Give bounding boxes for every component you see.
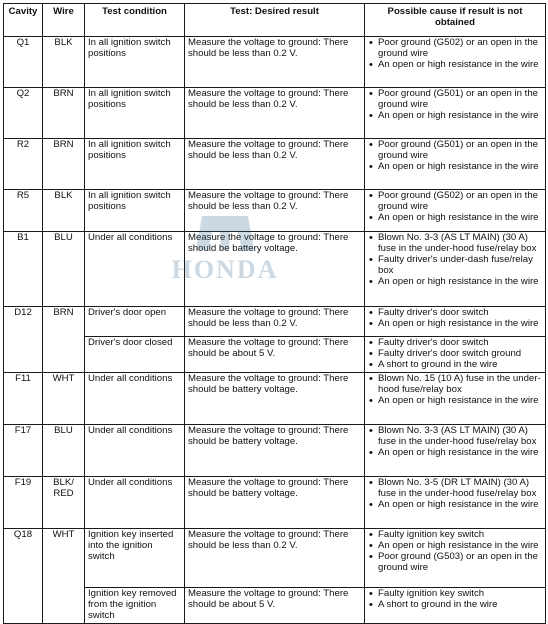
cause-item: • Faulty driver's door switch bbox=[368, 308, 542, 319]
cause-item: • An open or high resistance in the wire bbox=[368, 60, 542, 71]
cause-list bbox=[368, 308, 542, 330]
cause-item: • An open or high resistance in the wire bbox=[368, 277, 542, 288]
cause-item: • An open or high resistance in the wire bbox=[368, 111, 542, 122]
cause-list bbox=[368, 38, 542, 71]
table-row bbox=[4, 37, 546, 88]
possible-cause-cell bbox=[365, 425, 546, 477]
cause-item: • Blown No. 3-5 (DR LT MAIN) (30 A) fuse in the under-hood fuse/relay box bbox=[368, 478, 542, 500]
possible-cause-cell bbox=[365, 588, 546, 624]
possible-cause-cell bbox=[365, 37, 546, 88]
table-row bbox=[4, 232, 546, 307]
possible-cause-cell bbox=[365, 190, 546, 232]
test-condition-cell: Ignition key removed from the ignition switch bbox=[85, 588, 185, 624]
cause-item: • An open or high resistance in the wire bbox=[368, 319, 542, 330]
cause-list bbox=[368, 191, 542, 224]
test-condition-cell: In all ignition switch positions bbox=[85, 139, 185, 190]
test-condition-cell: Under all conditions bbox=[85, 232, 185, 307]
table-row bbox=[4, 588, 546, 624]
possible-cause-cell bbox=[365, 307, 546, 337]
test-condition-cell: Under all conditions bbox=[85, 477, 185, 529]
cavity-cell: Q2 bbox=[4, 88, 43, 139]
cause-item: • Poor ground (G501) or an open in the ground wire bbox=[368, 89, 542, 111]
header-possible-cause: Possible cause if result is not obtained bbox=[365, 4, 546, 37]
desired-result-cell: Measure the voltage to ground: There should be battery voltage. bbox=[185, 373, 365, 425]
header-row bbox=[4, 4, 546, 37]
cavity-cell: F11 bbox=[4, 373, 43, 425]
cause-item: • Poor ground (G502) or an open in the ground wire bbox=[368, 38, 542, 60]
test-condition-cell: In all ignition switch positions bbox=[85, 37, 185, 88]
cavity-cell: Q18 bbox=[4, 529, 43, 624]
desired-result-cell: Measure the voltage to ground: There should be about 5 V. bbox=[185, 337, 365, 373]
possible-cause-cell bbox=[365, 477, 546, 529]
possible-cause-cell bbox=[365, 88, 546, 139]
table-row bbox=[4, 529, 546, 588]
table-body bbox=[4, 37, 546, 624]
test-condition-cell: Ignition key inserted into the ignition switch bbox=[85, 529, 185, 588]
desired-result-cell: Measure the voltage to ground: There should be less than 0.2 V. bbox=[185, 88, 365, 139]
cause-item: • A short to ground in the wire bbox=[368, 600, 542, 611]
cause-item: • An open or high resistance in the wire bbox=[368, 500, 542, 511]
cause-item: • An open or high resistance in the wire bbox=[368, 541, 542, 552]
cavity-cell: F19 bbox=[4, 477, 43, 529]
cause-list bbox=[368, 233, 542, 288]
cause-item: • An open or high resistance in the wire bbox=[368, 213, 542, 224]
diagnostic-table bbox=[3, 3, 546, 624]
wire-color-cell: BLU bbox=[43, 232, 85, 307]
watermark-text: HONDA bbox=[171, 255, 279, 284]
cavity-cell: D12 bbox=[4, 307, 43, 373]
cause-list bbox=[368, 589, 542, 611]
wire-color-cell: BRN bbox=[43, 88, 85, 139]
table-row bbox=[4, 88, 546, 139]
cause-item: • Faulty ignition key switch bbox=[368, 530, 542, 541]
header-wire: Wire bbox=[43, 4, 85, 37]
cavity-cell: B1 bbox=[4, 232, 43, 307]
wire-color-cell: WHT bbox=[43, 373, 85, 425]
cause-item: • Faulty driver's door switch bbox=[368, 338, 542, 349]
possible-cause-cell bbox=[365, 232, 546, 307]
cavity-cell: R2 bbox=[4, 139, 43, 190]
header-desired-result: Test: Desired result bbox=[185, 4, 365, 37]
possible-cause-cell bbox=[365, 529, 546, 588]
test-condition-cell: Driver's door closed bbox=[85, 337, 185, 373]
cause-item: • Faulty ignition key switch bbox=[368, 589, 542, 600]
desired-result-cell: Measure the voltage to ground: There should be less than 0.2 V. bbox=[185, 529, 365, 588]
table-row bbox=[4, 307, 546, 337]
cause-item: • An open or high resistance in the wire bbox=[368, 396, 542, 407]
cause-list bbox=[368, 530, 542, 574]
desired-result-cell: Measure the voltage to ground: There should be battery voltage. bbox=[185, 232, 365, 307]
cause-item: • Blown No. 3-3 (AS LT MAIN) (30 A) fuse in the under-hood fuse/relay box bbox=[368, 426, 542, 448]
cause-item: • Poor ground (G501) or an open in the ground wire bbox=[368, 140, 542, 162]
wire-color-cell: BLK bbox=[43, 37, 85, 88]
table-row bbox=[4, 139, 546, 190]
cavity-cell: Q1 bbox=[4, 37, 43, 88]
desired-result-cell: Measure the voltage to ground: There should be less than 0.2 V. bbox=[185, 190, 365, 232]
test-condition-cell: Under all conditions bbox=[85, 373, 185, 425]
wire-color-cell: BRN bbox=[43, 139, 85, 190]
cause-list bbox=[368, 338, 542, 371]
cause-list bbox=[368, 89, 542, 122]
cause-list bbox=[368, 140, 542, 173]
cavity-cell: F17 bbox=[4, 425, 43, 477]
possible-cause-cell bbox=[365, 337, 546, 373]
cause-item: • Faulty driver's under-dash fuse/relay box bbox=[368, 255, 542, 277]
cause-item: • A short to ground in the wire bbox=[368, 360, 542, 371]
wire-color-cell: BLU bbox=[43, 425, 85, 477]
test-condition-cell: In all ignition switch positions bbox=[85, 88, 185, 139]
table-row bbox=[4, 337, 546, 373]
table-row bbox=[4, 190, 546, 232]
cause-list bbox=[368, 478, 542, 511]
wire-color-cell: BRN bbox=[43, 307, 85, 373]
desired-result-cell: Measure the voltage to ground: There should be less than 0.2 V. bbox=[185, 139, 365, 190]
header-test-condition: Test condition bbox=[85, 4, 185, 37]
table-row bbox=[4, 425, 546, 477]
cause-item: • Poor ground (G502) or an open in the ground wire bbox=[368, 191, 542, 213]
desired-result-cell: Measure the voltage to ground: There should be less than 0.2 V. bbox=[185, 307, 365, 337]
cause-list bbox=[368, 426, 542, 459]
desired-result-cell: Measure the voltage to ground: There should be less than 0.2 V. bbox=[185, 37, 365, 88]
desired-result-cell: Measure the voltage to ground: There should be battery voltage. bbox=[185, 477, 365, 529]
cause-item: • Blown No. 3-3 (AS LT MAIN) (30 A) fuse in the under-hood fuse/relay box bbox=[368, 233, 542, 255]
cavity-cell: R5 bbox=[4, 190, 43, 232]
cause-item: • Poor ground (G503) or an open in the ground wire bbox=[368, 552, 542, 574]
cause-list bbox=[368, 374, 542, 407]
possible-cause-cell bbox=[365, 373, 546, 425]
test-condition-cell: Under all conditions bbox=[85, 425, 185, 477]
wire-color-cell: WHT bbox=[43, 529, 85, 624]
desired-result-cell: Measure the voltage to ground: There should be battery voltage. bbox=[185, 425, 365, 477]
wire-color-cell: BLK bbox=[43, 190, 85, 232]
header-cavity: Cavity bbox=[4, 4, 43, 37]
desired-result-cell: Measure the voltage to ground: There should be about 5 V. bbox=[185, 588, 365, 624]
wire-color-cell: BLK/ RED bbox=[43, 477, 85, 529]
cause-item: • An open or high resistance in the wire bbox=[368, 162, 542, 173]
cause-item: • An open or high resistance in the wire bbox=[368, 448, 542, 459]
cause-item: • Faulty driver's door switch ground bbox=[368, 349, 542, 360]
test-condition-cell: In all ignition switch positions bbox=[85, 190, 185, 232]
possible-cause-cell bbox=[365, 139, 546, 190]
table-row bbox=[4, 373, 546, 425]
table-row bbox=[4, 477, 546, 529]
cause-item: • Blown No. 15 (10 A) fuse in the under-hood fuse/relay box bbox=[368, 374, 542, 396]
test-condition-cell: Driver's door open bbox=[85, 307, 185, 337]
